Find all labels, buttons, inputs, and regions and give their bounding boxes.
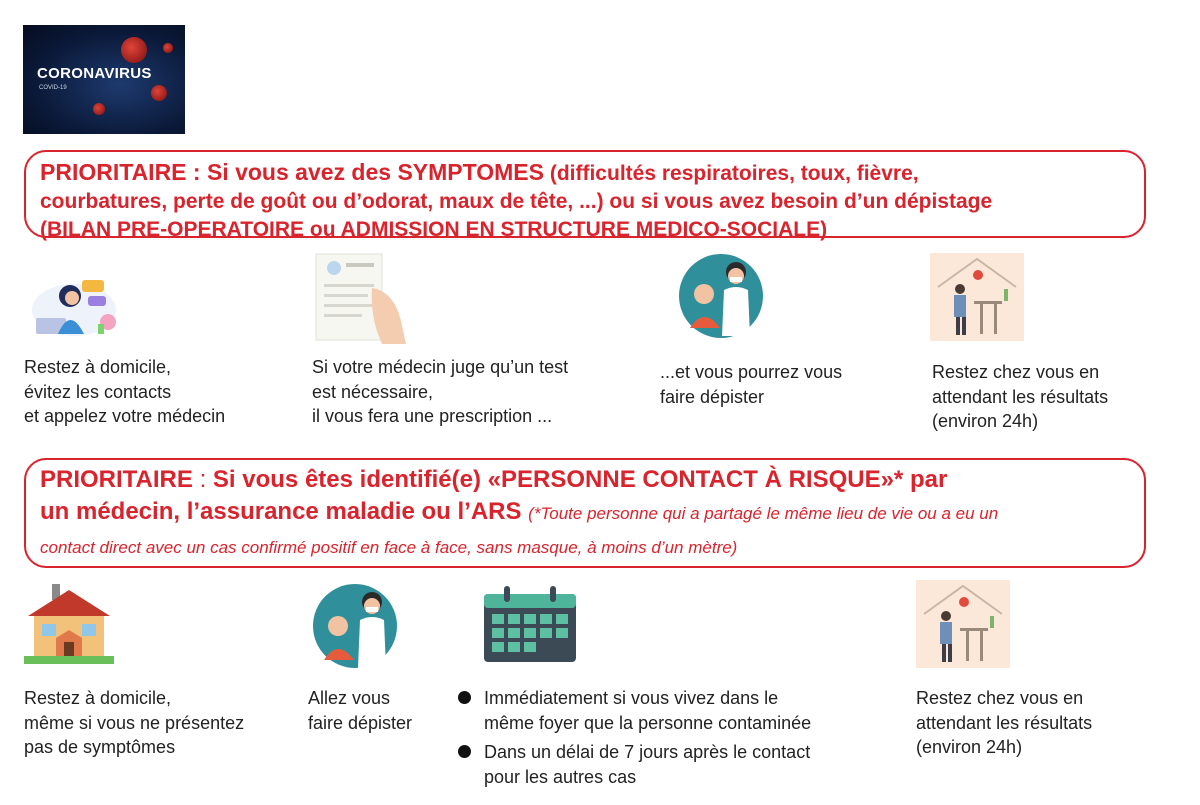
wait-results-illustration [930,253,1024,341]
banner2-line1: Si vous êtes identifié(e) «PERSONNE CONTACT À RISQUE»* par [212,466,948,493]
step2-testing-text: Allez vous faire dépister [308,688,413,733]
banner1-line3: (BILAN PRE-OPERATOIRE ou ADMISSION EN STRUCTURE MEDICO-SOCIALE) [40,218,828,241]
step1-home-text: Restez à domicile, évitez les contacts et appelez votre médecin [24,357,226,426]
bullet-item-immediately: Immédiatement si vous vivez dans le même foyer que la personne contaminée [458,686,878,736]
wait-results-illustration-2 [916,580,1010,668]
priority-banner-symptoms [24,150,1146,241]
step1-prescription-text: Si votre médecin juge qu’un test est nécessaire, il vous fera une prescription ... [312,357,569,426]
logo-title: CORONAVIRUS [37,65,152,82]
banner1-line2: courbatures, perte de goût ou d’odorat, maux de tête, ...) ou si vous avez besoin d’un dépistage [40,190,993,213]
step2-wait-text: Restez chez vous en attendant les résultats (environ 24h) [916,688,1093,757]
banner2-line2: un médecin, l’assurance maladie ou l’ARS [40,498,522,525]
banner1-line1: (difficultés respiratoires, toux, fièvre, [544,162,919,185]
bullet-icon [458,745,471,758]
banner1-lead: PRIORITAIRE : Si vous avez des SYMPTOMES [40,159,544,185]
virus-icon [93,103,105,115]
house-illustration [24,580,114,664]
coronavirus-logo [23,25,185,134]
step1-wait-text: Restez chez vous en attendant les résultats (environ 24h) [932,362,1109,431]
bullet-item-7-days: Dans un délai de 7 jours après le contact pour les autres cas [458,740,878,790]
banner2-note2: contact direct avec un cas confirmé positif en face à face, sans masque, à moins d’un mètre) [40,538,738,557]
banner2-note1: (*Toute personne qui a partagé le même lieu de vie ou a eu un [528,504,999,523]
prescription-illustration [312,248,408,344]
virus-icon [121,37,147,63]
testing-illustration [676,250,766,342]
banner2-sep: : [192,466,213,493]
bullet-icon [458,691,471,704]
virus-icon [163,43,173,53]
step1-testing-text: ...et vous pourrez vous faire dépister [660,362,843,407]
calendar-icon [484,586,576,662]
home-call-illustration [28,260,120,340]
step2-home-text: Restez à domicile, même si vous ne présentez pas de symptômes [24,688,245,757]
testing-illustration-2 [308,580,402,672]
priority-banner-contact [24,458,1146,568]
virus-icon [151,85,167,101]
banner2-lead: PRIORITAIRE [40,466,193,493]
logo-subtitle: COVID-19 [39,85,67,91]
